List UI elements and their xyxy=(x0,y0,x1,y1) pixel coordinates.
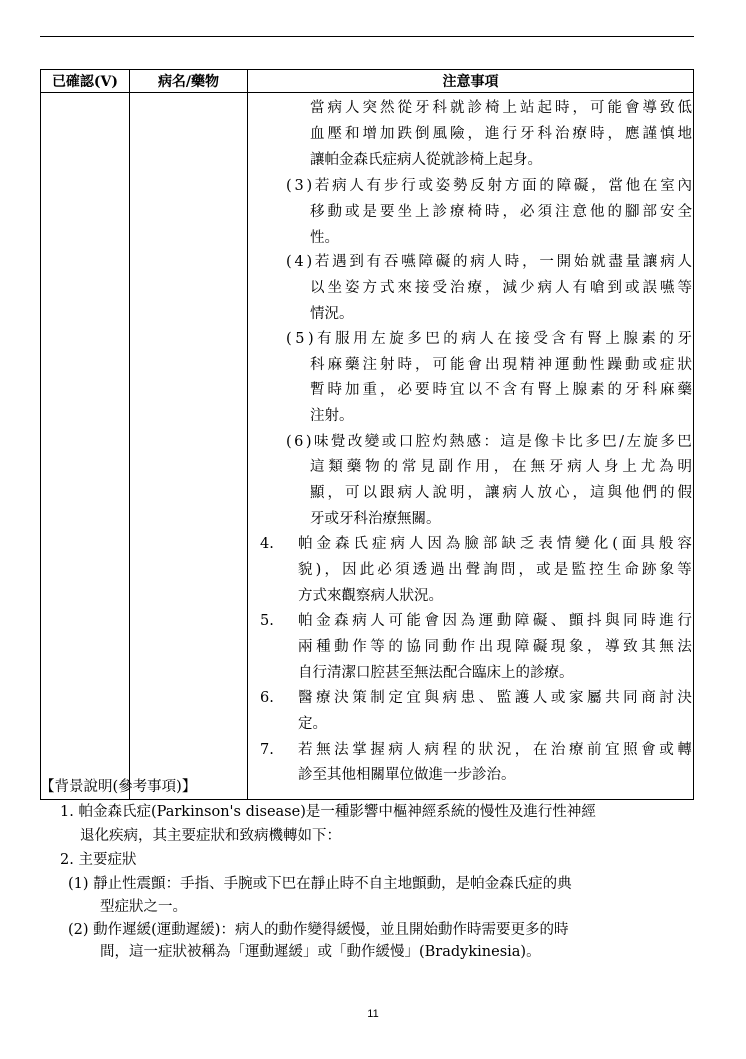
precaution-line: 顯 ， 可 以 跟 病 人 說 明 ， 讓 病 人 放 心 ， 這 與 他 們 的 假 xyxy=(310,485,692,501)
page-top-rule xyxy=(40,36,694,37)
notes-table xyxy=(40,69,694,800)
header-precautions: 注意事項 xyxy=(248,70,694,93)
precaution-line: 科 麻 藥 注 射 時 ， 可 能 會 出 現 精 神 運 動 性 躁 動 或 症 狀 xyxy=(310,357,692,373)
precaution-line: 當 病 人 突 然 從 牙 科 就 診 椅 上 站 起 時 ， 可 能 會 導 致 低 xyxy=(310,100,692,116)
precaution-line: ( 4 ) 若 遇 到 有 吞 嚥 障 礙 的 病 人 時 ， 一 開 始 就 盡 量 讓 病 人 xyxy=(286,254,692,270)
precaution-line: 牙或牙科治療無關。 xyxy=(310,511,441,527)
precaution-line: 自行清潔口腔甚至無法配合臨床上的診療。 xyxy=(298,665,574,681)
header-confirmed: 已確認(V) xyxy=(41,70,130,93)
precaution-line: 性。 xyxy=(310,230,339,246)
background-line: 型症狀之一。 xyxy=(100,899,187,915)
precaution-line: 若 無 法 掌 握 病 人 病 程 的 狀 況 ， 在 治 療 前 宜 照 會 或 轉 xyxy=(298,742,692,758)
background-line: 1. 帕金森氏症(Parkinson's disease)是一種影響中樞神經系統的慢性及進行性神經 xyxy=(60,804,596,820)
item-number: 4. xyxy=(260,536,274,552)
header-disease-drug: 病名/藥物 xyxy=(130,70,248,93)
background-heading: 【背景說明(參考事項)】 xyxy=(40,779,197,795)
precaution-line: 暫 時 加 重 ， 必 要 時 宜 以 不 含 有 腎 上 腺 素 的 牙 科 麻 藥 xyxy=(310,382,692,398)
item-number: 5. xyxy=(260,613,274,629)
precaution-line: 方式來觀察病人狀況。 xyxy=(298,588,443,604)
precaution-line: 定。 xyxy=(298,716,327,732)
precaution-line: 注射。 xyxy=(310,408,354,424)
precaution-line: ( 3 ) 若 病 人 有 步 行 或 姿 勢 反 射 方 面 的 障 礙 ， 當 他 在 室 內 xyxy=(286,178,692,194)
precaution-line: ( 5 ) 有 服 用 左 旋 多 巴 的 病 人 在 接 受 含 有 腎 上 腺 素 的 牙 xyxy=(286,331,692,347)
precaution-line: 讓帕金森氏症病人從就診椅上起身。 xyxy=(310,152,542,168)
precaution-line: 這 類 藥 物 的 常 見 副 作 用 ， 在 無 牙 病 人 身 上 尤 為 明 xyxy=(310,459,692,475)
precautions-cell xyxy=(248,93,694,800)
precaution-line: 以 坐 姿 方 式 來 接 受 治 療 ， 減 少 病 人 有 嗆 到 或 誤 嚥 等 xyxy=(310,280,692,296)
precaution-line: 貌 ) ， 因 此 必 須 透 過 出 聲 詢 問 ， 或 是 監 控 生 命 跡 象 等 xyxy=(298,562,692,578)
precaution-line: 診至其他相關單位做進一步診治。 xyxy=(298,767,516,783)
item-number: 6. xyxy=(260,690,274,706)
background-line: (1) 靜止性震顫：手指、手腕或下巴在靜止時不自主地顫動，是帕金森氏症的典 xyxy=(68,876,572,892)
table-row xyxy=(41,93,694,800)
precaution-line: 情況。 xyxy=(310,306,354,322)
precaution-line: 血 壓 和 增 加 跌 倒 風 險 ， 進 行 牙 科 治 療 時 ， 應 謹 慎 地 xyxy=(310,126,692,142)
confirmed-cell[interactable] xyxy=(41,93,130,800)
background-line: 退化疾病，其主要症狀和致病機轉如下： xyxy=(80,828,341,844)
precaution-line: 帕 金 森 病 人 可 能 會 因 為 運 動 障 礙 、 顫 抖 與 同 時 進 行 xyxy=(298,613,692,629)
precautions-content xyxy=(248,93,693,799)
page-number: 11 xyxy=(367,1008,379,1020)
precaution-line: 移 動 或 是 要 坐 上 診 療 椅 時 ， 必 須 注 意 他 的 腳 部 安 全 xyxy=(310,204,692,220)
background-line: (2) 動作遲緩(運動遲緩)：病人的動作變得緩慢，並且開始動作時需要更多的時 xyxy=(68,922,569,938)
table-header-row xyxy=(41,70,694,93)
precaution-line: 帕 金 森 氏 症 病 人 因 為 臉 部 缺 乏 表 情 變 化 ( 面 具 般 容 xyxy=(298,536,692,552)
precaution-line: 醫 療 決 策 制 定 宜 與 病 患 、 監 護 人 或 家 屬 共 同 商 討 決 xyxy=(298,690,692,706)
precaution-line: ( 6 ) 味 覺 改 變 或 口 腔 灼 熱 感 ： 這 是 像 卡 比 多 巴 / 左 旋 多 巴 xyxy=(286,434,692,450)
background-line: 間，這一症狀被稱為「運動遲緩」或「動作緩慢」(Bradykinesia)。 xyxy=(100,944,541,960)
background-subheading: 2. 主要症狀 xyxy=(60,852,137,868)
disease-drug-cell xyxy=(130,93,248,800)
item-number: 7. xyxy=(260,742,274,758)
precaution-line: 兩 種 動 作 等 的 協 同 動 作 出 現 障 礙 現 象 ， 導 致 其 無 法 xyxy=(298,639,692,655)
